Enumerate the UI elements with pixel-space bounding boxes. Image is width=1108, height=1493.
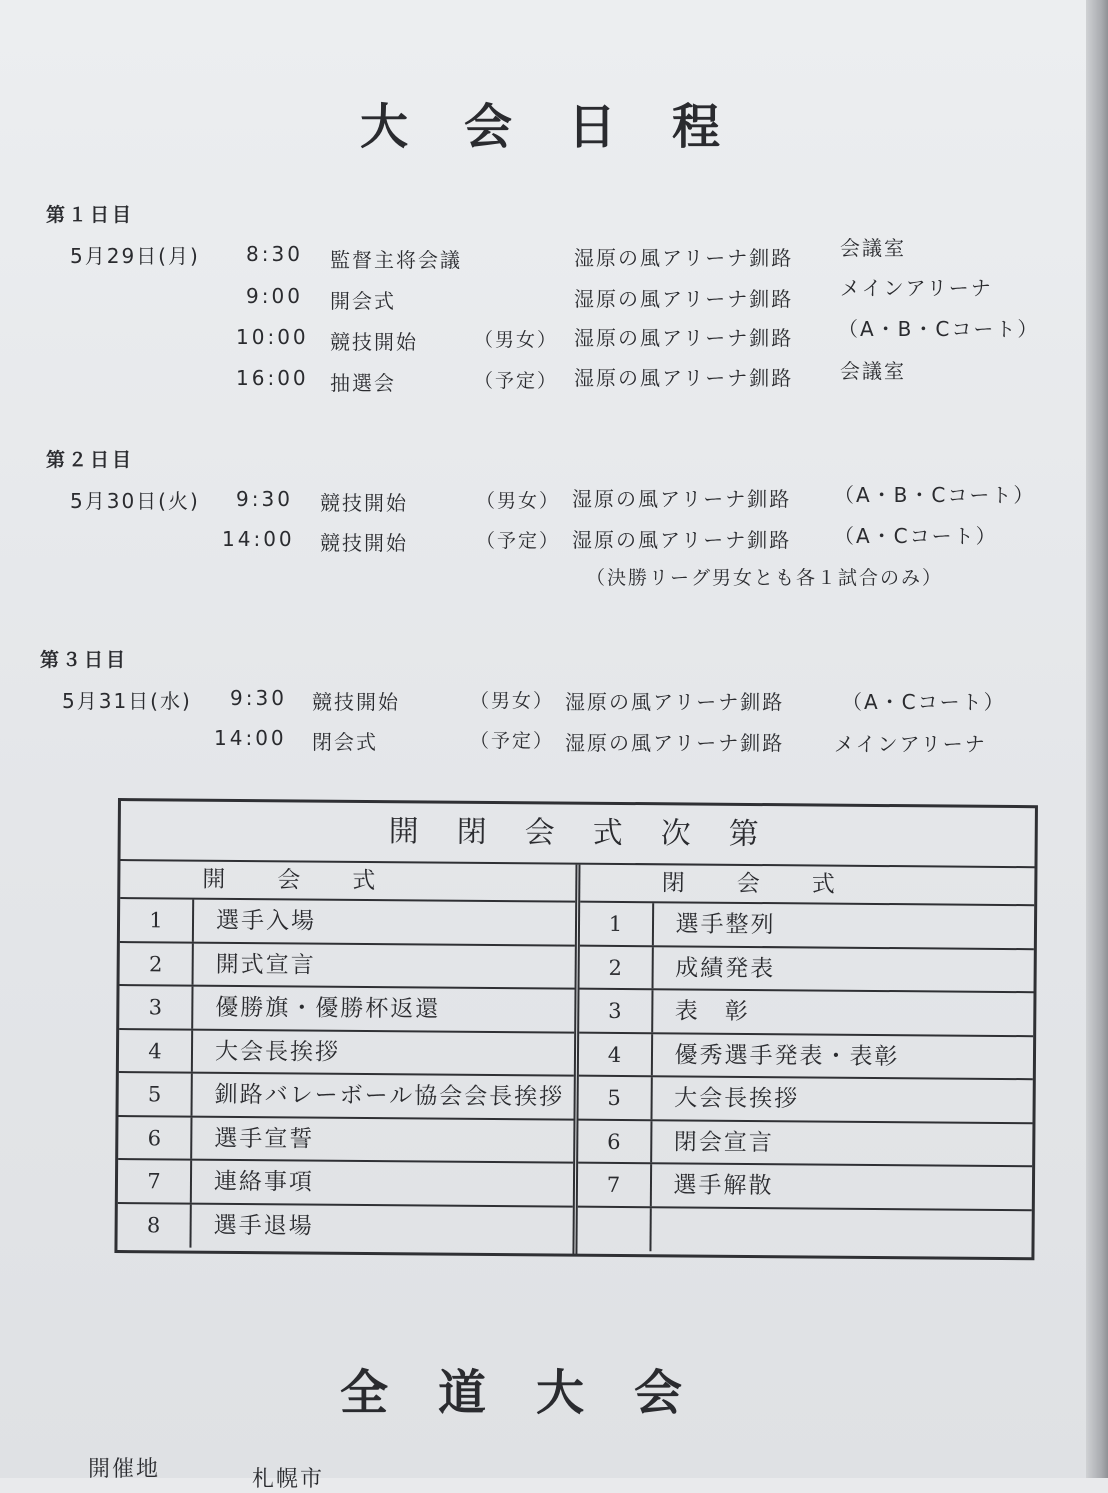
event-name: 開会式: [330, 289, 396, 313]
table-row: [578, 1033, 1033, 1080]
event-time: 9:00: [246, 284, 303, 308]
day-heading: 第３日目: [40, 649, 129, 671]
event-place: メインアリーナ: [834, 732, 987, 756]
row-label: 選手整列: [675, 911, 776, 939]
row-number: 3: [579, 990, 653, 1032]
event-time: 9:30: [236, 487, 293, 511]
event-time: 9:30: [230, 686, 287, 710]
row-number: 4: [578, 1033, 652, 1075]
row-label: 選手入場: [215, 907, 317, 935]
row-label: 大会長挨拶: [674, 1085, 800, 1113]
row-number: 1: [579, 903, 653, 945]
opening-ceremony-heading: 開会式: [120, 861, 575, 903]
event-venue: 湿原の風アリーナ釧路: [574, 287, 794, 311]
event-place: 会議室: [840, 236, 906, 260]
row-number: 6: [118, 1117, 192, 1159]
row-number: 7: [118, 1160, 192, 1202]
event-name: 閉会式: [312, 730, 378, 754]
event-place: （A・B・Cコート）: [838, 317, 1040, 341]
event-note: （予定）: [474, 370, 559, 392]
row-label: 釧路バレーボール協会会長挨拶: [214, 1081, 565, 1111]
row-label: 大会長挨拶: [214, 1038, 341, 1066]
page-title: 大会日程: [360, 99, 777, 155]
venue-value: 札幌市: [252, 1467, 325, 1492]
row-label: 開式宣言: [215, 951, 316, 979]
row-number: 1: [120, 899, 194, 941]
table-row: [119, 1030, 574, 1077]
table-row: [578, 1077, 1033, 1124]
day-remark: （決勝リーグ男女とも各１試合のみ）: [586, 567, 944, 589]
day-date: 5月30日(火): [70, 489, 200, 513]
event-place: （A・Cコート）: [834, 524, 998, 548]
ceremony-table: [114, 798, 1038, 1260]
row-label: [651, 1208, 673, 1252]
event-venue: 湿原の風アリーナ釧路: [574, 326, 794, 350]
event-time: 16:00: [236, 366, 309, 390]
row-label: 閉会宣言: [673, 1128, 774, 1156]
day-date: 5月31日(水): [62, 689, 192, 713]
event-venue: 湿原の風アリーナ釧路: [574, 246, 794, 270]
table-row: [579, 990, 1034, 1037]
day-heading: 第２日目: [46, 449, 135, 471]
event-name: 競技開始: [320, 491, 408, 515]
event-place: 会議室: [840, 359, 906, 383]
row-number: 5: [578, 1077, 652, 1119]
table-row: [577, 1207, 1032, 1254]
closing-ceremony-column: [577, 865, 1035, 1260]
event-note: （予定）: [476, 530, 561, 552]
row-label: 成績発表: [675, 954, 776, 982]
event-time: 14:00: [222, 527, 295, 551]
row-number: 6: [578, 1120, 652, 1162]
row-number: 7: [577, 1164, 651, 1206]
table-row: [119, 986, 574, 1033]
table-row: [118, 1117, 573, 1164]
row-label: 選手宣誓: [214, 1125, 315, 1153]
event-note: （男女）: [474, 329, 559, 351]
event-name: 競技開始: [312, 690, 400, 714]
row-number: 3: [119, 986, 193, 1028]
event-name: 競技開始: [320, 531, 408, 555]
event-venue: 湿原の風アリーナ釧路: [572, 528, 792, 552]
event-time: 8:30: [246, 242, 303, 266]
row-number: 8: [117, 1204, 191, 1248]
table-row: [579, 903, 1034, 950]
opening-ceremony-column: [117, 861, 580, 1256]
event-venue: 湿原の風アリーナ釧路: [574, 366, 794, 390]
table-row: [120, 943, 575, 990]
venue-label: 開催地: [88, 1457, 161, 1482]
day-date: 5月29日(月): [70, 244, 200, 268]
table-row: [579, 946, 1034, 993]
row-number: 2: [120, 943, 194, 985]
closing-ceremony-heading: 閉会式: [580, 865, 1035, 907]
table-row: [577, 1164, 1032, 1211]
event-note: （予定）: [470, 730, 555, 752]
event-name: 抽選会: [330, 371, 396, 395]
event-place: メインアリーナ: [840, 276, 993, 300]
row-label: 選手退場: [213, 1212, 314, 1240]
event-note: （男女）: [476, 490, 561, 512]
row-number: 5: [119, 1073, 193, 1115]
event-place: （A・Cコート）: [842, 690, 1006, 714]
event-place: （A・B・Cコート）: [834, 483, 1036, 507]
row-label: 優秀選手発表・表彰: [674, 1041, 900, 1070]
event-note: （男女）: [470, 690, 555, 712]
table-row: [120, 899, 575, 946]
row-label: 優勝旗・優勝杯返還: [215, 994, 441, 1023]
table-row: [117, 1204, 572, 1251]
section-title: 全道大会: [340, 1365, 733, 1421]
page-edge-shadow: [1086, 0, 1108, 1478]
event-venue: 湿原の風アリーナ釧路: [565, 731, 785, 755]
row-number: 2: [579, 946, 653, 988]
row-number: 4: [119, 1030, 193, 1072]
row-number: [577, 1207, 651, 1251]
day-heading: 第１日目: [46, 204, 135, 226]
event-venue: 湿原の風アリーナ釧路: [572, 487, 792, 511]
row-label: 連絡事項: [213, 1168, 315, 1196]
row-label: 選手解散: [673, 1172, 774, 1200]
event-name: 監督主将会議: [330, 248, 462, 272]
row-label: 表 彰: [674, 998, 750, 1025]
event-venue: 湿原の風アリーナ釧路: [565, 690, 785, 714]
table-row: [118, 1073, 573, 1120]
table-row: [578, 1120, 1033, 1167]
event-time: 14:00: [214, 726, 287, 750]
event-name: 競技開始: [330, 330, 418, 354]
ceremony-title: 開閉会式次第: [121, 801, 1035, 868]
event-time: 10:00: [236, 325, 309, 349]
table-row: [118, 1160, 573, 1207]
